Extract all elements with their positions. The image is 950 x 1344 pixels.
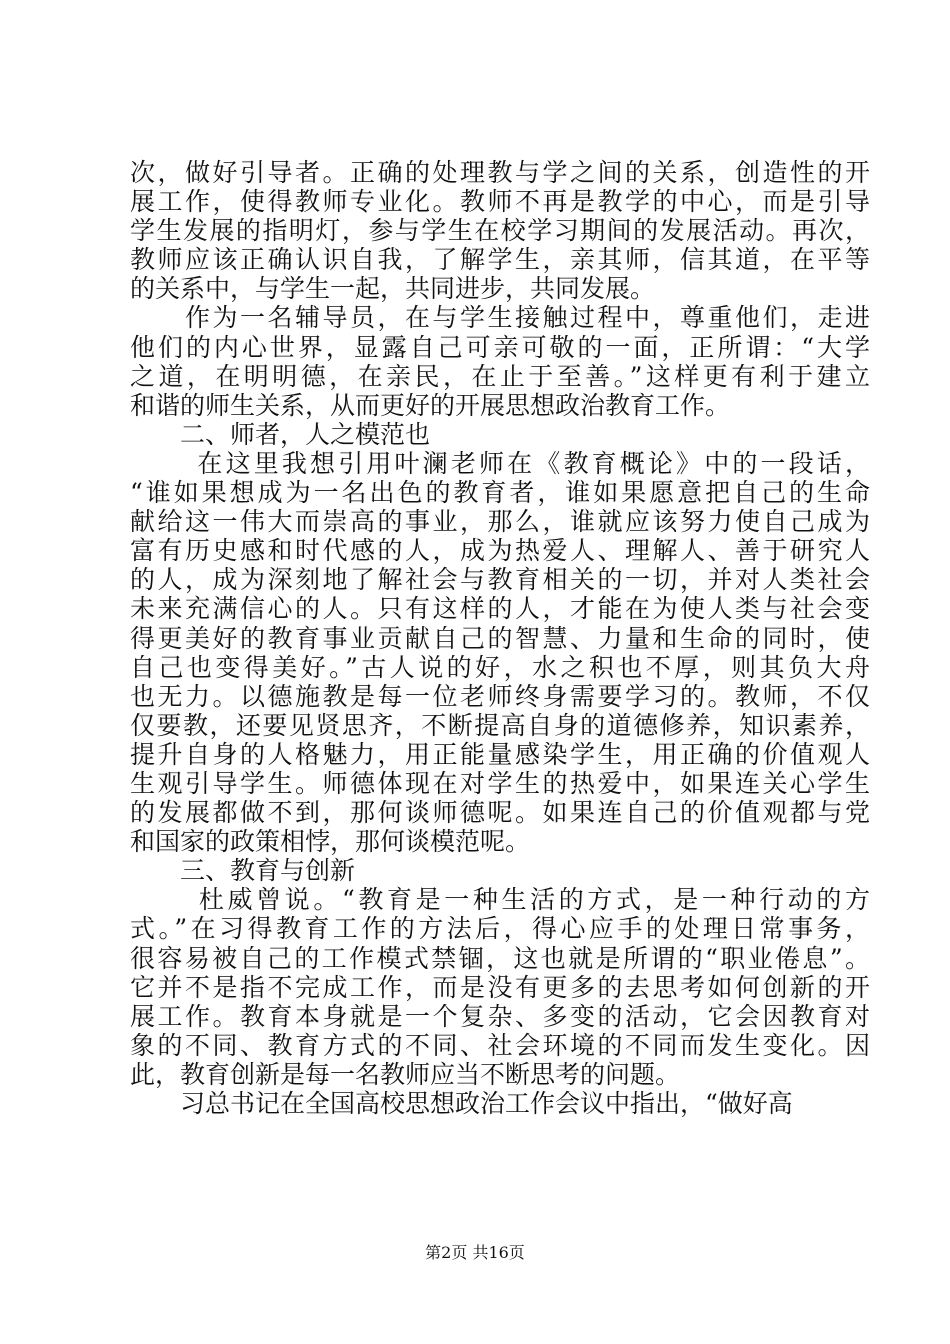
- text-line: “谁如果想成为一名出色的教育者，谁如果愿意把自己的生命: [130, 478, 870, 508]
- text-line: 习总书记在全国高校思想政治工作会议中指出，“做好高: [130, 1089, 793, 1118]
- text-line: 三、教育与创新: [130, 856, 356, 886]
- text-line: 仅要教，还要见贤思齐，不断提高自身的道德修养，知识素养，: [130, 710, 870, 740]
- page-number-footer: 第2页 共16页: [425, 1243, 525, 1262]
- text-line: 和谐的师生关系，从而更好的开展思想政治教育工作。: [130, 390, 731, 420]
- text-line: 学生发展的指明灯，参与学生在校学习期间的发展活动。再次，: [130, 216, 870, 246]
- text-line: 献给这一伟大而崇高的事业，那么，谁就应该努力使自己成为: [130, 507, 870, 537]
- text-line: 它并不是指不完成工作，而是没有更多的去思考如何创新的开: [130, 972, 870, 1002]
- text-line: 此，教育创新是每一名教师应当不断思考的问题。: [130, 1059, 681, 1089]
- text-line: 很容易被自己的工作模式禁锢，这也就是所谓的“职业倦息”。: [130, 943, 870, 973]
- text-line: 未来充满信心的人。只有这样的人，才能在为使人类与社会变: [130, 594, 870, 624]
- text-line: 自己也变得美好。”古人说的好，水之积也不厚，则其负大舟: [130, 652, 870, 682]
- text-line: 的人，成为深刻地了解社会与教育相关的一切，并对人类社会: [130, 565, 870, 595]
- text-line: 富有历史感和时代感的人，成为热爱人、理解人、善于研究人: [130, 536, 870, 566]
- text-line: 得更美好的教育事业贡献自己的智慧、力量和生命的同时，使: [130, 623, 870, 653]
- text-line: 的发展都做不到，那何谈师德呢。如果连自己的价值观都与党: [130, 798, 870, 828]
- text-line: 提升自身的人格魅力，用正能量感染学生，用正确的价值观人: [130, 739, 870, 769]
- text-line: 展工作。教育本身就是一个复杂、多变的活动，它会因教育对: [130, 1001, 870, 1031]
- text-line: 的关系中，与学生一起，共同进步，共同发展。: [130, 274, 656, 304]
- text-line: 也无力。以德施教是每一位老师终身需要学习的。教师，不仅: [130, 681, 870, 711]
- text-line: 之道，在明明德，在亲民，在止于至善。”这样更有利于建立: [130, 361, 870, 391]
- body-text: [130, 158, 870, 1118]
- text-line: 在这里我想引用叶澜老师在《教育概论》中的一段话，: [130, 448, 870, 478]
- text-line: 展工作，使得教师专业化。教师不再是教学的中心，而是引导: [130, 187, 870, 217]
- text-line: 象的不同、教育方式的不同、社会环境的不同而发生变化。因: [130, 1030, 870, 1060]
- text-line: 生观引导学生。师德体现在对学生的热爱中，如果连关心学生: [130, 768, 870, 798]
- text-line: 和国家的政策相悖，那何谈模范呢。: [130, 827, 531, 857]
- text-line: 杜威曾说。“教育是一种生活的方式，是一种行动的方: [130, 885, 870, 915]
- text-line: 作为一名辅导员，在与学生接触过程中，尊重他们，走进: [130, 303, 870, 333]
- text-line: 教师应该正确认识自我，了解学生，亲其师，信其道，在平等: [130, 245, 870, 275]
- text-line: 二、师者，人之模范也: [130, 419, 431, 449]
- text-line: 式。”在习得教育工作的方法后，得心应手的处理日常事务，: [130, 914, 870, 944]
- text-line: 他们的内心世界，显露自己可亲可敬的一面，正所谓：“大学: [130, 332, 870, 362]
- text-line: 次，做好引导者。正确的处理教与学之间的关系，创造性的开: [130, 158, 870, 187]
